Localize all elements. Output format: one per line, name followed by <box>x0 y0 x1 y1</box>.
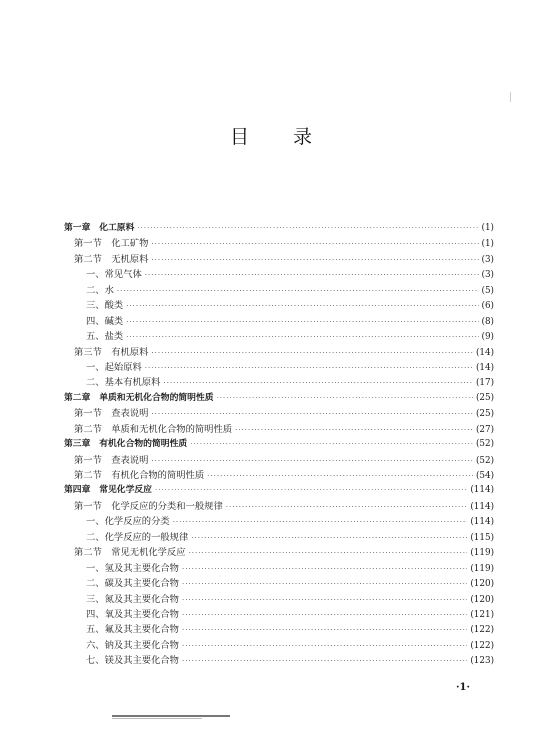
toc-entry-page: (14) <box>475 347 494 358</box>
toc-entry-page: (119) <box>470 548 494 559</box>
toc-entry-item <box>64 653 494 668</box>
toc-entry-section <box>64 468 494 483</box>
toc-leader-dots <box>182 577 467 592</box>
toc-entry-item <box>64 298 494 313</box>
toc-entry-section <box>64 406 494 421</box>
toc-leader-dots <box>182 623 467 638</box>
toc-entry-page: (1) <box>481 223 494 233</box>
toc-entry-label: 第二章 单质和无机化合物的简明性质 <box>64 392 214 403</box>
toc-entry-label: 二、化学反应的一般规律 <box>86 531 189 543</box>
toc-entry-label: 二、碳及其主要化合物 <box>86 578 179 590</box>
toc-entry-chapter <box>64 483 494 498</box>
toc-entry-section <box>64 499 494 514</box>
toc-entry-section <box>64 236 494 251</box>
toc-entry-label: 第三节 有机原料 <box>74 346 149 358</box>
scan-edge-mark <box>510 92 511 102</box>
toc-entry-label: 第四章 常见化学反应 <box>64 485 152 496</box>
toc-leader-dots <box>182 654 467 669</box>
toc-entry-label: 第一节 化工矿物 <box>74 238 149 250</box>
toc-entry-label: 一、氢及其主要化合物 <box>86 562 179 574</box>
toc-entry-label: 第二节 有机化合物的简明性质 <box>74 470 205 481</box>
toc-entry-item <box>64 561 494 576</box>
toc-leader-dots <box>145 361 473 376</box>
toc-entry-page: (122) <box>470 640 494 651</box>
toc-entry-label: 五、盐类 <box>86 331 124 343</box>
toc-entry-label: 第二节 单质和无机化合物的简明性质 <box>74 423 233 435</box>
toc-entry-page: (122) <box>470 625 494 636</box>
toc-entry-page: (121) <box>470 609 494 620</box>
toc-leader-dots <box>182 593 467 608</box>
toc-entry-item <box>64 514 494 529</box>
toc-entry-chapter <box>64 221 494 236</box>
toc-entry-page: (114) <box>470 501 494 512</box>
toc-entry-page: (114) <box>470 517 494 528</box>
toc-entry-item <box>64 375 494 390</box>
toc-leader-dots <box>145 268 479 283</box>
toc-leader-dots <box>182 639 467 654</box>
toc-entry-label: 第一节 化学反应的分类和一般规律 <box>74 500 223 512</box>
toc-entry-item <box>64 283 494 298</box>
toc-entry-page: (9) <box>481 332 494 343</box>
toc-leader-dots <box>191 531 467 546</box>
toc-entry-label: 一、常见气体 <box>86 269 142 281</box>
toc-entry-page: (119) <box>470 563 494 574</box>
scan-artifact-line-light <box>112 718 202 719</box>
toc-leader-dots <box>151 346 473 361</box>
toc-entry-page: (3) <box>481 270 494 281</box>
toc-entry-item <box>64 360 494 375</box>
toc-leader-dots <box>173 515 468 530</box>
toc-entry-label: 第一节 查表说明 <box>74 454 149 466</box>
toc-entry-section <box>64 545 494 560</box>
toc-entry-label: 第一章 化工原料 <box>64 223 135 233</box>
toc-entry-label: 第二节 无机原料 <box>74 253 149 265</box>
toc-entry-chapter <box>64 391 494 406</box>
toc-entry-page: (17) <box>475 378 494 389</box>
toc-entry-page: (120) <box>470 579 494 590</box>
title-char-2: 录 <box>293 126 313 148</box>
toc-leader-dots <box>151 454 473 469</box>
toc-entry-page: (27) <box>475 424 494 435</box>
toc-leader-dots <box>151 407 473 422</box>
toc-entry-label: 四、氧及其主要化合物 <box>86 608 179 620</box>
toc-leader-dots <box>182 608 467 623</box>
toc-entry-label: 三、酸类 <box>86 300 124 312</box>
toc-entry-page: (1) <box>481 239 494 250</box>
toc-entry-chapter <box>64 437 494 452</box>
toc-entry-section <box>64 453 494 468</box>
toc-leader-dots <box>117 284 479 299</box>
toc-entry-item <box>64 576 494 591</box>
toc-leader-dots <box>235 423 473 438</box>
title-char-1: 目 <box>229 126 249 148</box>
toc-entry-item <box>64 530 494 545</box>
toc-leader-dots <box>137 221 478 236</box>
toc-entry-page: (8) <box>481 316 494 327</box>
toc-entry-page: (5) <box>481 285 494 296</box>
toc-entry-page: (123) <box>470 656 494 667</box>
toc-entry-item <box>64 607 494 622</box>
toc-leader-dots <box>182 562 467 577</box>
toc-entry-label: 三、氮及其主要化合物 <box>86 593 179 605</box>
toc-leader-dots <box>126 315 478 330</box>
toc-entry-item <box>64 314 494 329</box>
toc-entry-page: (6) <box>481 301 494 312</box>
toc-entry-page: (54) <box>475 471 494 481</box>
page-number: ·1· <box>456 682 470 693</box>
page-title <box>0 122 542 149</box>
toc-entry-label: 一、起始原料 <box>86 361 142 373</box>
toc-entry-item <box>64 267 494 282</box>
table-of-contents <box>64 221 494 669</box>
toc-entry-item <box>64 638 494 653</box>
scan-artifact-line <box>112 715 230 717</box>
toc-entry-page: (114) <box>470 485 494 496</box>
toc-leader-dots <box>189 546 468 561</box>
toc-entry-item <box>64 329 494 344</box>
toc-entry-label: 二、基本有机原料 <box>86 377 161 389</box>
toc-entry-page: (120) <box>470 594 494 605</box>
toc-entry-label: 七、镁及其主要化合物 <box>86 655 179 667</box>
toc-entry-page: (3) <box>481 254 494 265</box>
toc-entry-label: 五、氟及其主要化合物 <box>86 624 179 636</box>
toc-entry-section <box>64 252 494 267</box>
toc-entry-page: (25) <box>475 409 494 420</box>
toc-leader-dots <box>190 437 473 452</box>
toc-entry-page: (25) <box>475 392 494 403</box>
toc-leader-dots <box>126 330 478 345</box>
toc-entry-label: 第一节 查表说明 <box>74 408 149 420</box>
toc-entry-page: (52) <box>475 439 494 450</box>
toc-leader-dots <box>126 299 478 314</box>
toc-entry-page: (52) <box>475 455 494 466</box>
toc-entry-label: 六、钠及其主要化合物 <box>86 639 179 651</box>
toc-leader-dots <box>226 500 468 515</box>
toc-entry-label: 四、碱类 <box>86 315 124 327</box>
toc-entry-page: (115) <box>470 532 494 543</box>
toc-entry-item <box>64 592 494 607</box>
toc-leader-dots <box>217 391 473 406</box>
toc-entry-section <box>64 345 494 360</box>
toc-entry-label: 一、化学反应的分类 <box>86 516 170 528</box>
toc-leader-dots <box>151 253 478 268</box>
toc-entry-page: (14) <box>475 362 494 373</box>
toc-entry-label: 第三章 有机化合物的简明性质 <box>64 439 188 450</box>
toc-entry-label: 第二节 常见无机化学反应 <box>74 547 186 559</box>
toc-leader-dots <box>207 469 473 484</box>
toc-entry-item <box>64 622 494 637</box>
toc-leader-dots <box>155 483 467 498</box>
toc-leader-dots <box>151 237 478 252</box>
toc-entry-section <box>64 422 494 437</box>
toc-leader-dots <box>163 376 473 391</box>
toc-entry-label: 二、水 <box>86 284 114 296</box>
